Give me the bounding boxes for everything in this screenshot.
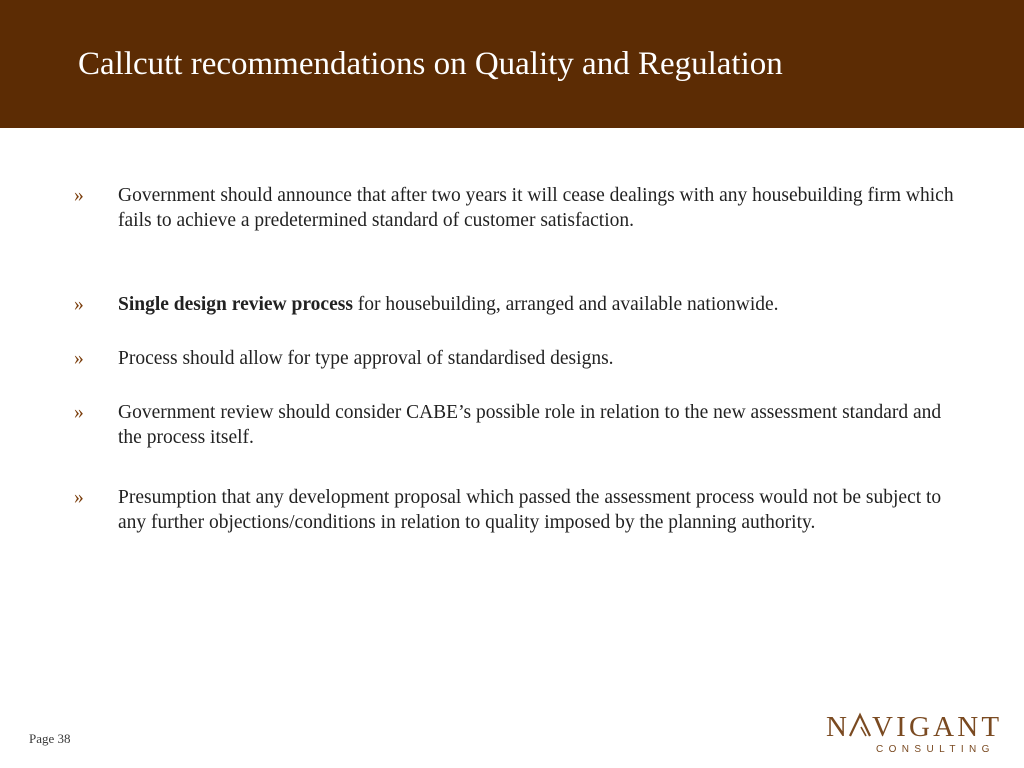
bullet-text	[118, 400, 964, 450]
title-bar	[0, 0, 1024, 128]
bullet-item	[74, 183, 964, 233]
bullet-marker: »	[74, 348, 84, 369]
bullet-item	[74, 292, 964, 317]
logo-graphic	[826, 710, 1006, 756]
bullet-marker: »	[74, 487, 84, 508]
logo-chevron-icon	[850, 715, 870, 736]
bullet-body: Government review should consider CABE’s possible role in relation to the new assessment standard and the process itself.	[118, 402, 942, 448]
bullet-marker: »	[74, 402, 84, 423]
page-number: Page 38	[29, 731, 71, 746]
bullet-body: Government should announce that after two years it will cease dealings with any housebuilding firm which fails to achieve a predetermined standard of customer satisfaction.	[118, 185, 954, 231]
slide-title: Callcutt recommendations on Quality and Regulation	[78, 46, 783, 82]
bullet-body: for housebuilding, arranged and available nationwide.	[352, 294, 779, 315]
bullet-bold-text: Single design review process	[118, 294, 353, 315]
logo-letter-n: N	[826, 711, 847, 743]
bullet-text	[118, 485, 964, 535]
bullet-item	[74, 346, 964, 371]
bullet-marker: »	[74, 294, 84, 315]
logo-letters-vigant: VIGANT	[872, 711, 1003, 743]
bullet-body: Presumption that any development proposal which passed the assessment process would not be subject to any further objections/conditions in relation to quality imposed by the planning authority.	[118, 487, 942, 533]
bullet-marker: »	[74, 185, 84, 206]
navigant-consulting-logo	[826, 710, 1006, 756]
bullet-text	[118, 346, 964, 371]
bullet-item	[74, 400, 964, 450]
bullet-item	[74, 485, 964, 535]
bullet-body: Process should allow for type approval of standardised designs.	[118, 348, 614, 369]
logo-consulting-text: CONSULTING	[876, 744, 995, 755]
bullet-text	[118, 183, 964, 233]
bullet-text	[118, 292, 964, 317]
